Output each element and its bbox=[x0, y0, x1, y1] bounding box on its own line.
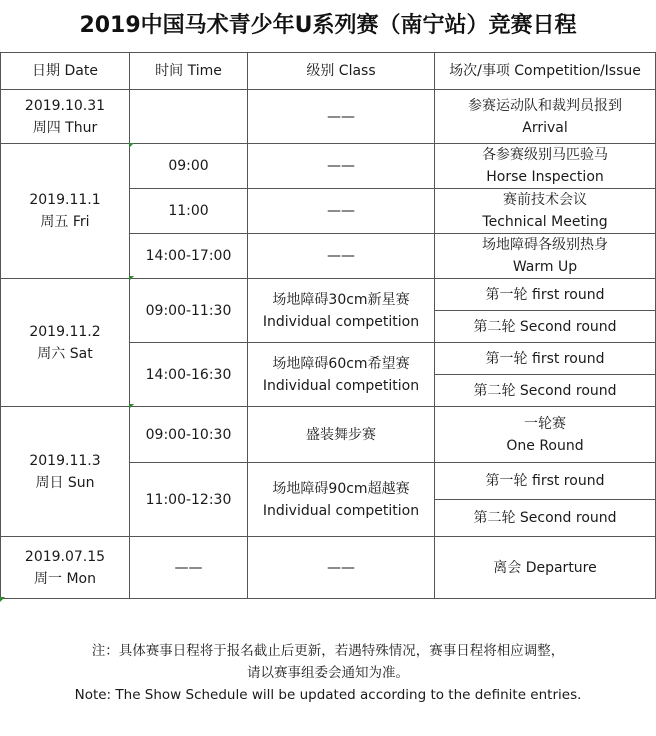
header-time: 时间 Time bbox=[130, 53, 248, 90]
issue-cell bbox=[435, 407, 656, 463]
header-issue: 场次/事项 Competition/Issue bbox=[435, 53, 656, 90]
class-cn: 场地障碍30cm新星赛 bbox=[272, 291, 410, 308]
table-row bbox=[1, 279, 656, 311]
dash-placeholder: —— bbox=[327, 248, 355, 264]
class-en: Individual competition bbox=[262, 377, 420, 394]
issue-cell: 第二轮 Second round bbox=[435, 500, 656, 537]
corner-mark bbox=[129, 143, 134, 148]
issue-cell: 离会 Departure bbox=[435, 537, 656, 599]
date-value: 2019.11.1 bbox=[29, 192, 101, 208]
class-en: Individual competition bbox=[262, 502, 420, 519]
date-cell bbox=[1, 279, 130, 407]
issue-cell: 第一轮 first round bbox=[435, 463, 656, 500]
date-value: 2019.10.31 bbox=[24, 97, 106, 114]
date-value: 2019.07.15 bbox=[24, 548, 106, 565]
weekday-value: 周四 Thur bbox=[32, 119, 98, 136]
note-line-3: Note: The Show Schedule will be updated according to the definite entries. bbox=[74, 687, 582, 703]
class-cell bbox=[248, 189, 435, 234]
issue-en: Horse Inspection bbox=[486, 169, 604, 185]
page-title: 2019中国马术青少年U系列赛（南宁站）竞赛日程 bbox=[79, 13, 577, 38]
class-cn: 场地障碍90cm超越赛 bbox=[272, 480, 410, 497]
time-cell: 14:00-17:00 bbox=[130, 234, 248, 279]
issue-cn: 赛前技术会议 bbox=[503, 192, 587, 208]
dash-placeholder: —— bbox=[327, 203, 355, 219]
class-cell bbox=[248, 144, 435, 189]
time-cell: 09:00 bbox=[130, 144, 248, 189]
date-cell bbox=[1, 90, 130, 144]
table-header-row bbox=[1, 53, 656, 90]
time-cell: 09:00-11:30 bbox=[130, 279, 248, 343]
issue-cell bbox=[435, 144, 656, 189]
date-cell bbox=[1, 407, 130, 537]
class-cell bbox=[248, 90, 435, 144]
issue-cn: 各参赛级别马匹验马 bbox=[482, 147, 608, 163]
class-en: Individual competition bbox=[262, 313, 420, 330]
dash-placeholder: —— bbox=[174, 559, 203, 576]
schedule-table bbox=[0, 52, 656, 599]
weekday-value: 周五 Fri bbox=[40, 214, 90, 230]
class-cell bbox=[248, 463, 435, 537]
class-cell bbox=[248, 234, 435, 279]
class-cell bbox=[248, 343, 435, 407]
issue-cell: 第一轮 first round bbox=[435, 343, 656, 375]
table-row bbox=[1, 537, 656, 599]
weekday-value: 周六 Sat bbox=[37, 345, 93, 362]
class-cn: 场地障碍60cm希望赛 bbox=[272, 355, 410, 372]
weekday-value: 周日 Sun bbox=[35, 474, 95, 491]
time-cell bbox=[130, 90, 248, 144]
time-cell: 11:00-12:30 bbox=[130, 463, 248, 537]
header-class: 级别 Class bbox=[248, 53, 435, 90]
issue-cell bbox=[435, 234, 656, 279]
issue-en: Technical Meeting bbox=[482, 214, 608, 230]
class-cell bbox=[248, 279, 435, 343]
table-row bbox=[1, 407, 656, 463]
dash-placeholder: —— bbox=[327, 158, 355, 174]
class-cell bbox=[248, 537, 435, 599]
issue-cn: 一轮赛 bbox=[524, 415, 566, 432]
class-cell: 盛装舞步赛 bbox=[248, 407, 435, 463]
issue-cell: 第二轮 Second round bbox=[435, 311, 656, 343]
time-cell: 09:00-10:30 bbox=[130, 407, 248, 463]
time-cell: 14:00-16:30 bbox=[130, 343, 248, 407]
schedule-notes bbox=[0, 640, 656, 706]
header-date: 日期 Date bbox=[1, 53, 130, 90]
table-row bbox=[1, 144, 656, 189]
corner-mark bbox=[129, 276, 134, 281]
issue-cell: 第一轮 first round bbox=[435, 279, 656, 311]
note-line-2: 请以赛事组委会通知为准。 bbox=[247, 665, 409, 681]
issue-cell bbox=[435, 90, 656, 144]
corner-mark bbox=[129, 404, 134, 409]
date-cell bbox=[1, 537, 130, 599]
issue-cell bbox=[435, 189, 656, 234]
issue-cn: 场地障碍各级别热身 bbox=[482, 237, 608, 253]
dash-placeholder: —— bbox=[327, 108, 355, 125]
note-line-1: 注：具体赛事日程将于报名截止后更新，若遇特殊情况，赛事日程将相应调整， bbox=[91, 643, 565, 659]
table-row bbox=[1, 90, 656, 144]
issue-en: Arrival bbox=[522, 119, 568, 136]
date-value: 2019.11.2 bbox=[29, 323, 101, 340]
issue-cn: 参赛运动队和裁判员报到 bbox=[468, 97, 622, 114]
time-cell bbox=[130, 537, 248, 599]
issue-en: One Round bbox=[506, 437, 584, 454]
time-cell: 11:00 bbox=[130, 189, 248, 234]
weekday-value: 周一 Mon bbox=[34, 570, 96, 587]
corner-mark bbox=[0, 597, 5, 602]
issue-en: Warm Up bbox=[512, 259, 578, 275]
dash-placeholder: —— bbox=[327, 559, 355, 576]
issue-cell: 第二轮 Second round bbox=[435, 375, 656, 407]
date-cell bbox=[1, 144, 130, 279]
date-value: 2019.11.3 bbox=[29, 452, 101, 469]
